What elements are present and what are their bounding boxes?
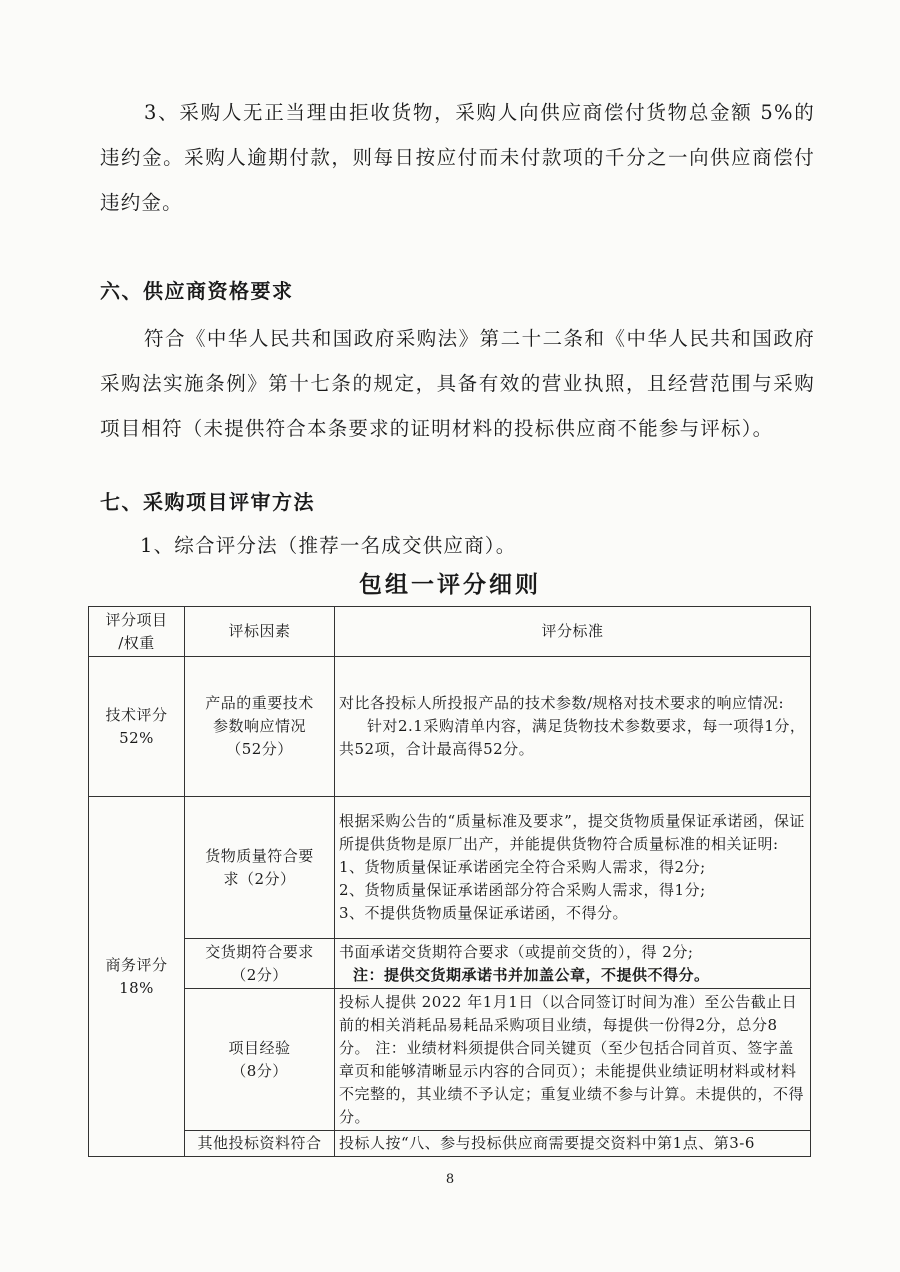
section-7-heading: 七、采购项目评审方法	[100, 490, 315, 514]
quality-rule-2: 2、货物质量保证承诺函部分符合采购人需求，得1分;	[339, 881, 706, 899]
quality-row	[89, 797, 811, 939]
quality-standard-intro: 根据采购公告的“质量标准及要求”，提交货物质量保证承诺函，保证所提供货物是原厂出产，并能提供货物符合质量标准的相关证明:	[339, 812, 805, 853]
quality-standard	[335, 797, 811, 939]
header-factor: 评标因素	[185, 607, 335, 657]
experience-standard: 投标人提供 2022 年1月1日（以合同签订时间为准）至公告截止日前的相关消耗品易耗品采购项目业绩，每提供一份得2分，总分8分。 注：业绩材料须提供合同关键页（至少包括合同首页、签字盖章页和能够清晰显示内容的合同页）；未能提供业绩证明材料或材料不完整的，其业绩不予认定；重复业绩不参与计算。未提供的，不得分。	[335, 989, 811, 1131]
delivery-factor-line2: （2分）	[231, 965, 288, 984]
technical-item-line2: 52%	[119, 728, 154, 747]
delivery-standard-line1: 书面承诺交货期符合要求（或提前交货的），得 2分;	[339, 942, 694, 961]
technical-factor-line2: 参数响应情况	[212, 717, 306, 735]
delivery-factor-line1: 交货期符合要求	[205, 942, 314, 961]
other-row	[89, 1131, 811, 1157]
experience-factor-line1: 项目经验	[228, 1038, 291, 1057]
quality-rule-3: 3、不提供货物质量保证承诺函，不得分。	[339, 904, 629, 922]
section-6-heading: 六、供应商资格要求	[100, 279, 294, 303]
technical-standard-line2: 针对2.1采购清单内容，满足货物技术参数要求，每一项得1分，共52项，合计最高得52分。	[339, 717, 806, 758]
experience-row	[89, 989, 811, 1131]
other-factor: 其他投标资料符合	[185, 1131, 335, 1157]
delivery-standard	[335, 939, 811, 989]
experience-factor-line2: （8分）	[231, 1061, 288, 1080]
business-item-line2: 18%	[119, 978, 154, 997]
technical-item-line1: 技术评分	[105, 705, 168, 724]
header-standard: 评分标准	[335, 607, 811, 657]
technical-item	[89, 657, 185, 797]
technical-row	[89, 657, 811, 797]
penalty-paragraph: 3、采购人无正当理由拒收货物，采购人向供应商偿付货物总金额 5%的违约金。采购人逾期付款，则每日按应付而未付款项的千分之一向供应商偿付违约金。	[100, 101, 815, 214]
delivery-factor	[185, 939, 335, 989]
header-item-line2: /权重	[118, 633, 155, 652]
quality-factor-line1: 货物质量符合要	[205, 846, 314, 865]
technical-factor-line1: 产品的重要技术	[205, 694, 314, 712]
section-6-body: 符合《中华人民共和国政府采购法》第二十二条和《中华人民共和国政府采购法实施条例》第十七条的规定，具备有效的营业执照，且经营范围与采购项目相符（未提供符合本条要求的证明材料的投标供应商不能参与评标）。	[100, 327, 815, 440]
delivery-standard-note: 注：提供交货期承诺书并加盖公章，不提供不得分。	[353, 965, 710, 984]
other-standard: 投标人按“八、参与投标供应商需要提交资料中第1点、第3-6	[335, 1131, 811, 1157]
header-item-weight	[89, 607, 185, 657]
technical-factor	[185, 657, 335, 797]
technical-standard-line1: 对比各投标人所投报产品的技术参数/规格对技术要求的响应情况:	[339, 694, 785, 712]
table-header-row	[89, 607, 811, 657]
quality-rule-1: 1、货物质量保证承诺函完全符合采购人需求，得2分;	[339, 858, 706, 876]
technical-standard	[335, 657, 811, 797]
section-7-item-1: 1、综合评分法（推荐一名成交供应商）。	[140, 534, 517, 557]
technical-factor-line3: （52分）	[226, 740, 293, 758]
experience-factor	[185, 989, 335, 1131]
business-item	[89, 797, 185, 1157]
quality-factor-line2: 求（2分）	[223, 869, 296, 888]
table-title: 包组一评分细则	[359, 571, 541, 598]
business-item-line1: 商务评分	[105, 955, 168, 974]
scoring-table	[88, 606, 811, 1157]
header-item-line1: 评分项目	[105, 610, 168, 629]
delivery-row	[89, 939, 811, 989]
quality-factor	[185, 797, 335, 939]
page-number: 8	[445, 1172, 455, 1187]
